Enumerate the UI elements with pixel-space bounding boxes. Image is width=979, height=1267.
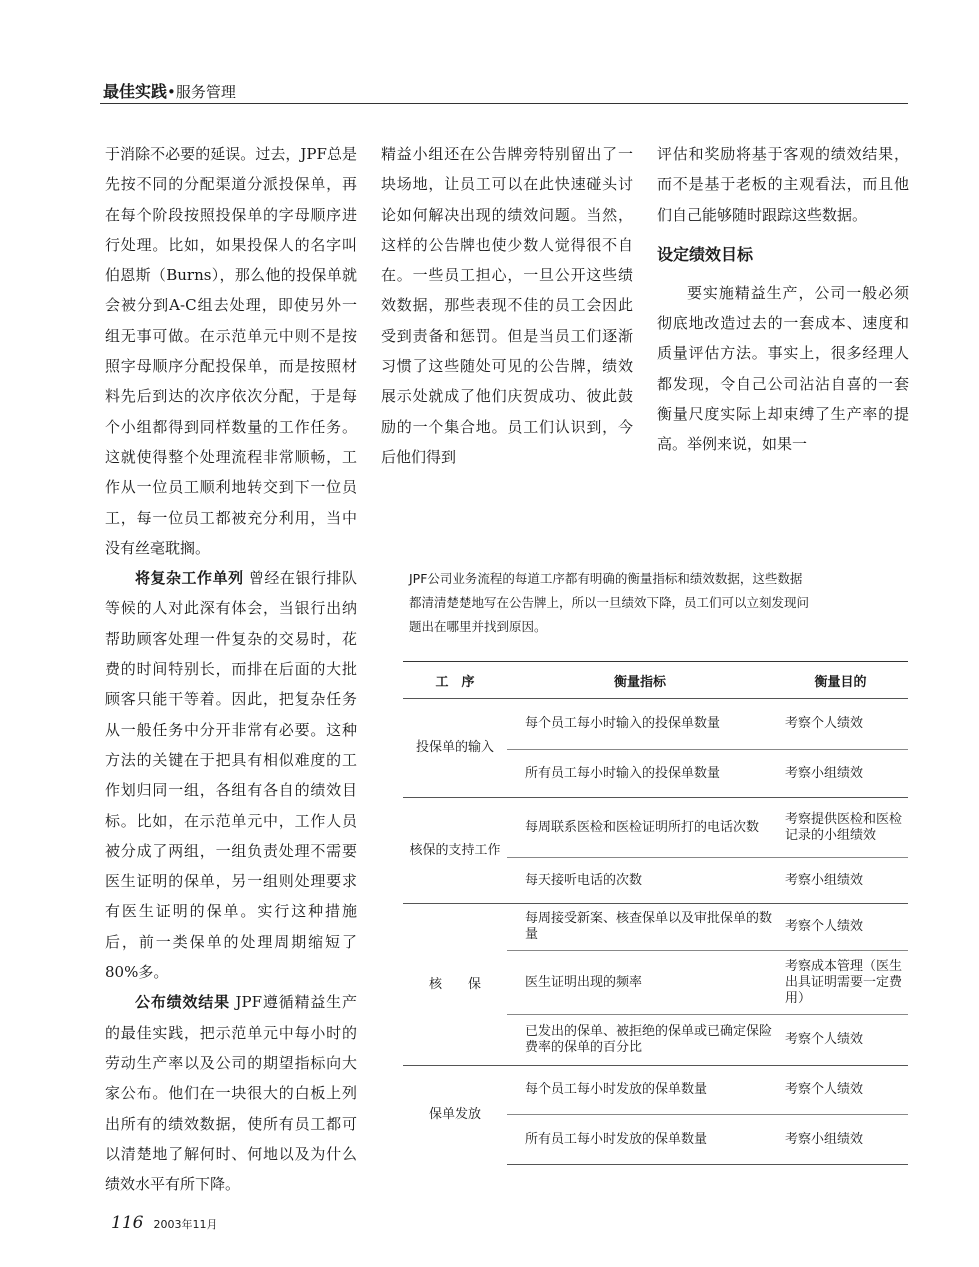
metric-cell: 医生证明出现的频率	[507, 951, 773, 1015]
paragraph: 要实施精益生产，公司一般必须彻底地改造过去的一套成本、速度和质量评估方法。事实上，很多经理人都发现，令自己公司沾沾自喜的一套衡量尺度实际上却束缚了生产率的提高。举例来说，如果一	[657, 283, 909, 454]
process-cell: 核 保	[403, 904, 507, 1066]
goal-cell: 考察个人绩效	[773, 1066, 908, 1115]
paragraph	[105, 987, 357, 1199]
paragraph-body: 曾经在银行排队等候的人对此深有体会，当银行出纳帮助顾客处理一件复杂的交易时，花费的时间特别长，而排在后面的大批顾客只能干等着。因此，把复杂任务从一般任务中分开非常有必要。这种方法的关键在于把具有相似难度的工作划归同一组，各组有各自的绩效目标。比如，在示范单元中，工作人员被分成了两组，一组负责处理不需要医生证明的保单，另一组则处理要求有医生证明的保单。实行这种措施后，前一类保单的处理周期缩短了80%多。	[105, 569, 357, 982]
header-rule	[100, 103, 908, 104]
table-row	[403, 1066, 908, 1115]
paragraph: 精益小组还在公告牌旁特别留出了一块场地，让员工可以在此快速碰头讨论如何解决出现的绩效问题。当然，这样的公告牌也使少数人觉得很不自在。一些员工担心，一旦公开这些绩效数据，那些表现不佳的员工会因此受到责备和惩罚。但是当员工们逐渐习惯了这些随处可见的公告牌，绩效展示处就成了他们庆贺成功、彼此鼓励的一个集合地。员工们认识到，今后他们得到	[381, 145, 633, 466]
paragraph: 评估和奖励将基于客观的绩效结果，而不是基于老板的主观看法，而且他们自己能够随时跟踪这些数据。	[657, 145, 909, 224]
column-header-goal: 衡量目的	[773, 662, 908, 699]
goal-cell: 考察个人绩效	[773, 699, 908, 750]
column-header-metric: 衡量指标	[507, 662, 773, 699]
process-cell: 保单发放	[403, 1066, 507, 1165]
section-heading: 设定绩效目标	[657, 244, 754, 264]
metric-cell: 所有员工每小时发放的保单数量	[507, 1115, 773, 1165]
goal-cell: 考察小组绩效	[773, 750, 908, 798]
table-header-row	[403, 662, 908, 699]
metric-cell: 每周接受新案、核查保单以及审批保单的数量	[507, 904, 773, 951]
text-column-3	[657, 139, 909, 460]
metric-cell: 已发出的保单、被拒绝的保单或已确定保险费率的保单的百分比	[507, 1015, 773, 1066]
text-column-2	[381, 139, 633, 472]
process-cell: 核保的支持工作	[403, 798, 507, 904]
text-column-1	[105, 139, 357, 1199]
goal-cell: 考察个人绩效	[773, 904, 908, 951]
section-title-main: 最佳实践	[103, 82, 168, 101]
title-separator: •	[167, 83, 176, 101]
metrics-table	[403, 661, 908, 1165]
goal-cell: 考察小组绩效	[773, 1115, 908, 1165]
issue-date: 2003年11月	[153, 1218, 218, 1231]
process-cell: 投保单的输入	[403, 699, 507, 798]
section-title-sub: 服务管理	[175, 83, 236, 101]
paragraph: 于消除不必要的延误。过去，JPF总是先按不同的分配渠道分派投保单，再在每个阶段按照投保单的字母顺序进行处理。比如，如果投保人的名字叫伯恩斯（Burns），那么他的投保单就会被分到A-C组去处理，即使另外一组无事可做。在示范单元中则不是按照字母顺序分配投保单，而是按照材料先后到达的次序依次分配，于是每个小组都得到同样数量的工作任务。这就使得整个处理流程非常顺畅，工作从一位员工顺利地转交到下一位员工，每一位员工都被充分利用，当中没有丝毫耽搁。	[105, 145, 357, 557]
metric-cell: 所有员工每小时输入的投保单数量	[507, 750, 773, 798]
metric-cell: 每个员工每小时输入的投保单数量	[507, 699, 773, 750]
paragraph	[105, 563, 357, 987]
metric-cell: 每个员工每小时发放的保单数量	[507, 1066, 773, 1115]
page-number: 116	[111, 1213, 144, 1233]
page-footer	[111, 1213, 217, 1233]
table-row	[403, 699, 908, 750]
goal-cell: 考察成本管理（医生出具证明需要一定费用）	[773, 951, 908, 1015]
run-in-heading: 公布绩效结果	[135, 993, 230, 1012]
table-caption: JPF公司业务流程的每道工序都有明确的衡量指标和绩效数据，这些数据都清清楚楚地写在公告牌上，所以一旦绩效下降，员工们可以立刻发现问题出在哪里并找到原因。	[409, 571, 810, 634]
metric-cell: 每天接听电话的次数	[507, 858, 773, 904]
paragraph-body: JPF遵循精益生产的最佳实践，把示范单元中每小时的劳动生产率以及公司的期望指标向大家公布。他们在一块很大的白板上列出所有的绩效数据，使所有员工都可以清楚地了解何时、何地以及为什么绩效水平有所下降。	[105, 993, 357, 1194]
table-row	[403, 904, 908, 951]
table-row	[403, 798, 908, 858]
run-in-heading: 将复杂工作单列	[135, 569, 244, 588]
goal-cell: 考察小组绩效	[773, 858, 908, 904]
metric-cell: 每周联系医检和医检证明所打的电话次数	[507, 798, 773, 858]
column-header-process: 工 序	[403, 662, 507, 699]
goal-cell: 考察提供医检和医检记录的小组绩效	[773, 798, 908, 858]
section-title	[103, 79, 236, 102]
goal-cell: 考察个人绩效	[773, 1015, 908, 1066]
